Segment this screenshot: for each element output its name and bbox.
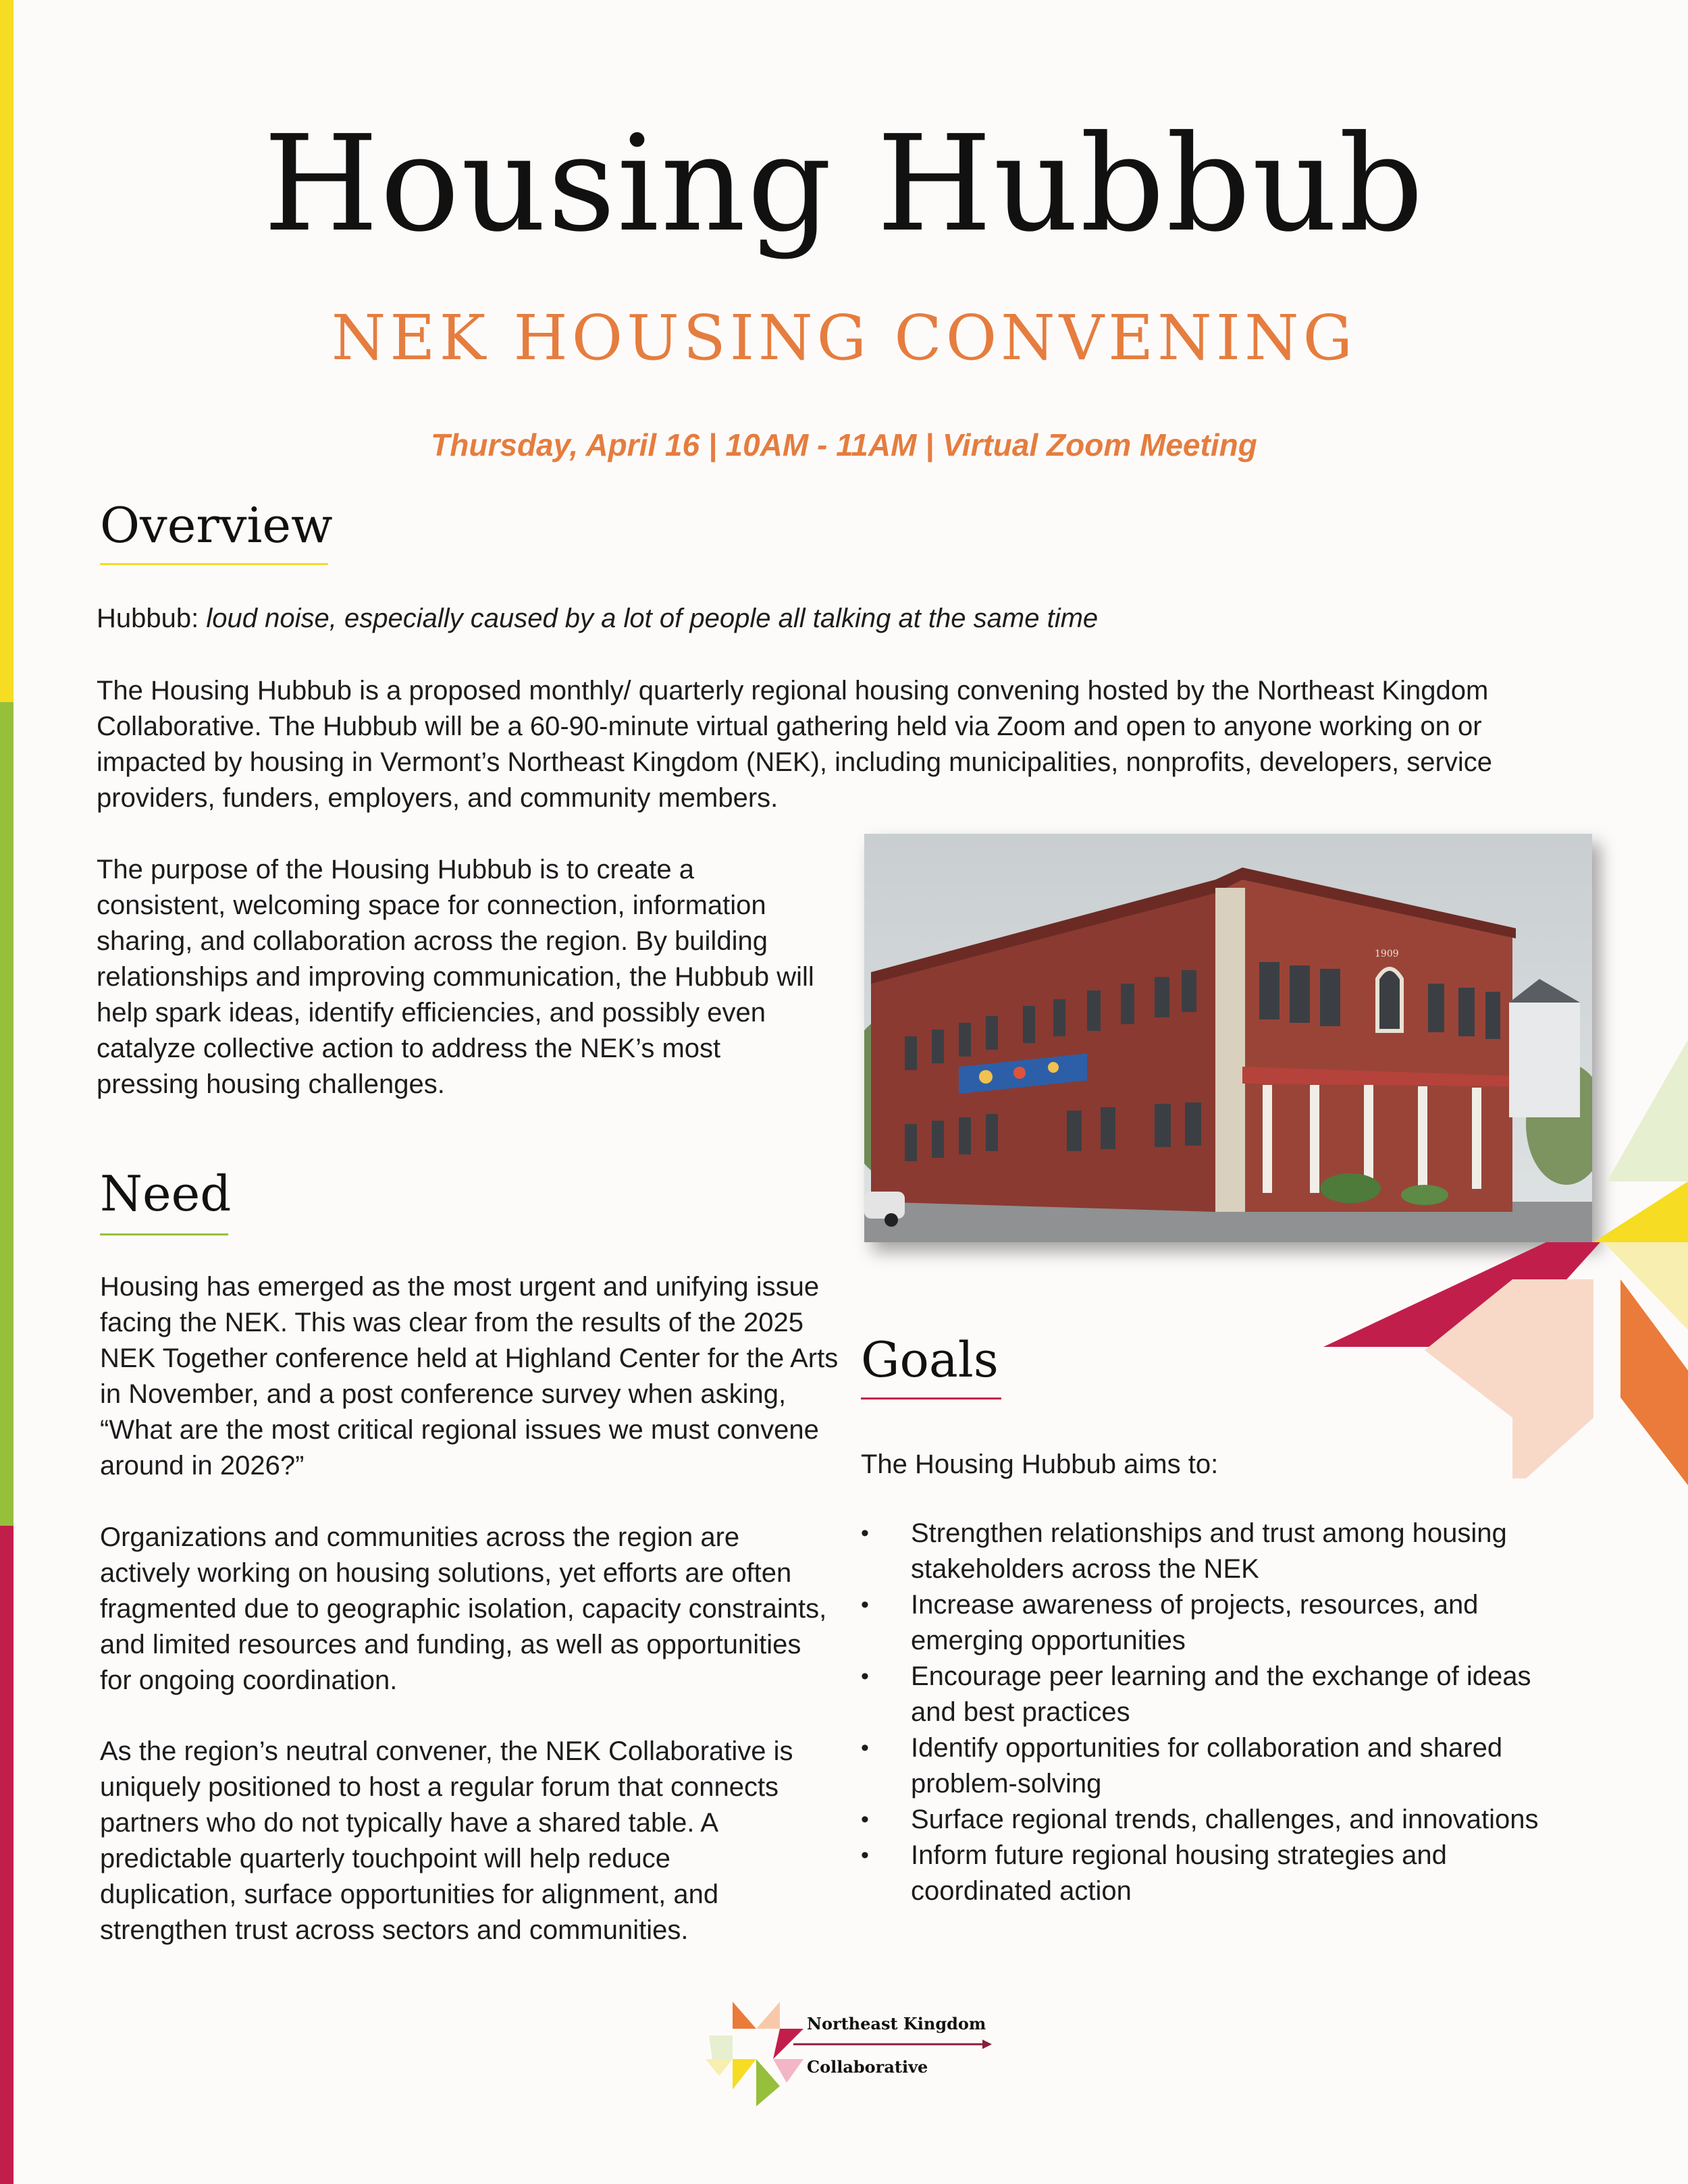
logo-petal-yellow (733, 2059, 756, 2089)
logo-arrow-head (982, 2040, 992, 2049)
goals-list (861, 1516, 1577, 1909)
building-date-label: 1909 (1375, 949, 1399, 959)
page-title: Housing Hubbub (263, 107, 1425, 261)
goal-item: • Inform future regional housing strategies and coordinated action (861, 1838, 1577, 1909)
logo-line-1: Northeast Kingdom (807, 2014, 986, 2033)
logo-petal-orange (733, 2002, 756, 2029)
overview-paragraph-1: The Housing Hubbub is a proposed monthly/ quarterly regional housing convening hosted by the Northeast Kingdom Collaborative. The Hubbub will be a 60-90-minute virtual gathering held via Zoom and open to anyone working on or impacted by housing in Vermont’s Northeast Kingdom (NEK), including municipalities, nonprofits, developers, service providers, funders, employers, and community members. (97, 676, 1492, 813)
deco-shape-lightgreen (1607, 1040, 1688, 1181)
page-subtitle: NEK HOUSING CONVENING (331, 302, 1357, 374)
need-paragraph-3: As the region’s neutral convener, the NEK Collaborative is uniquely positioned to host a regular forum that connects partners who do not typically have a shared table. A predictable quarterly touchpoint will help reduce duplication, surface opportunities for alignment, and strengthen trust across sectors and communities. (100, 1736, 793, 1945)
logo-line-2: Collaborative (807, 2057, 928, 2077)
logo-petal-green (756, 2059, 780, 2106)
goal-item: • Identify opportunities for collaboration and shared problem-solving (861, 1730, 1577, 1802)
accent-stripe-green (0, 702, 14, 1526)
need-underline (100, 1233, 228, 1235)
nek-collaborative-logo (692, 1995, 996, 2110)
overview-underline (100, 563, 328, 565)
goals-underline (861, 1397, 1001, 1400)
hubbub-definition (97, 601, 1582, 637)
goal-item: • Surface regional trends, challenges, and innovations (861, 1802, 1577, 1838)
goals-intro: The Housing Hubbub aims to: (861, 1449, 1219, 1479)
need-heading: Need (100, 1165, 232, 1222)
overview-heading: Overview (100, 497, 333, 554)
event-details: Thursday, April 16 | 10AM - 11AM | Virtual Zoom Meeting (431, 427, 1257, 462)
logo-petal-paleyellow (706, 2059, 733, 2076)
overview-paragraph-2: The purpose of the Housing Hubbub is to create a consistent, welcoming space for connection, information sharing, and collaboration across the region. By building relationships and improving communication, the Hubbub will help spark ideas, identify efficiencies, and possibly even catalyze collective action to address the NEK’s most pressing housing challenges. (97, 855, 814, 1099)
logo-petal-lightgreen (709, 2035, 733, 2059)
decorative-star-graphic (1303, 1013, 1688, 1485)
accent-stripe-red (0, 1526, 14, 2184)
goals-heading: Goals (861, 1331, 999, 1388)
goal-item: • Increase awareness of projects, resources, and emerging opportunities (861, 1587, 1577, 1659)
goal-item: • Encourage peer learning and the exchange of ideas and best practices (861, 1659, 1577, 1730)
deco-shape-yellow (1593, 1181, 1688, 1242)
definition-term: Hubbub: (97, 604, 199, 633)
logo-petal-pink (773, 2059, 803, 2083)
need-paragraph-1: Housing has emerged as the most urgent and unifying issue facing the NEK. This was clear from the results of the 2025 NEK Together conference held at Highland Center for the Arts in November, and a post conference survey when asking, “What are the most critical regional issues we must convene around in 2026?” (100, 1272, 839, 1481)
goal-item: • Strengthen relationships and trust among housing stakeholders across the NEK (861, 1516, 1577, 1587)
definition-text: loud noise, especially caused by a lot of people all talking at the same time (206, 604, 1099, 633)
need-paragraph-2: Organizations and communities across the region are actively working on housing solutions, yet efforts are often fragmented due to geographic isolation, capacity constraints, and limited resources and funding, as well as opportunities for ongoing coordination. (100, 1522, 827, 1695)
logo-petal-peach (756, 2002, 780, 2029)
